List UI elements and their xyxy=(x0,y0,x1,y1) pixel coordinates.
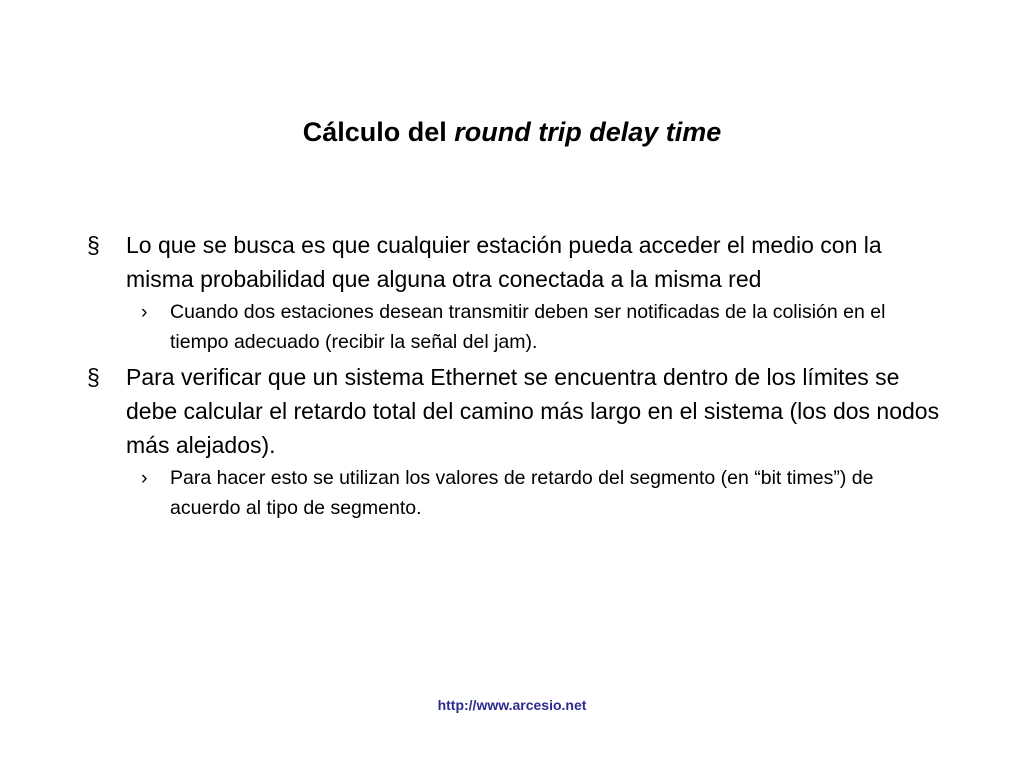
sub-bullet-text: Cuando dos estaciones desean transmitir deben ser notificadas de la colisión en el tiempo adecuado (recibir la señal del jam). xyxy=(170,301,886,353)
title-plain: Cálculo del xyxy=(302,117,455,147)
slide-title xyxy=(0,112,1024,152)
sub-bullet-item xyxy=(141,297,940,357)
section-bullet-marker: § xyxy=(87,232,100,258)
section-bullet-marker: § xyxy=(87,364,100,390)
bullet-text: Para verificar que un sistema Ethernet se encuentra dentro de los límites se debe calcular el retardo total del camino más largo en el sistema (los dos nodos más alejados). xyxy=(126,364,940,458)
sub-bullet-item xyxy=(141,463,940,523)
chevron-bullet-marker: › xyxy=(141,467,148,489)
sub-bullet-text: Para hacer esto se utilizan los valores de retardo del segmento (en “bit times”) de acuerdo al tipo de segmento. xyxy=(170,467,874,519)
chevron-bullet-marker: › xyxy=(141,301,148,323)
bullet-item xyxy=(84,360,952,462)
bullet-item xyxy=(84,228,952,296)
bullet-list xyxy=(84,228,954,526)
footer-link[interactable]: http://www.arcesio.net xyxy=(437,697,587,713)
title-italic: round trip delay time xyxy=(454,117,722,147)
bullet-text: Lo que se busca es que cualquier estación pueda acceder el medio con la misma probabilidad que alguna otra conectada a la misma red xyxy=(126,232,882,292)
